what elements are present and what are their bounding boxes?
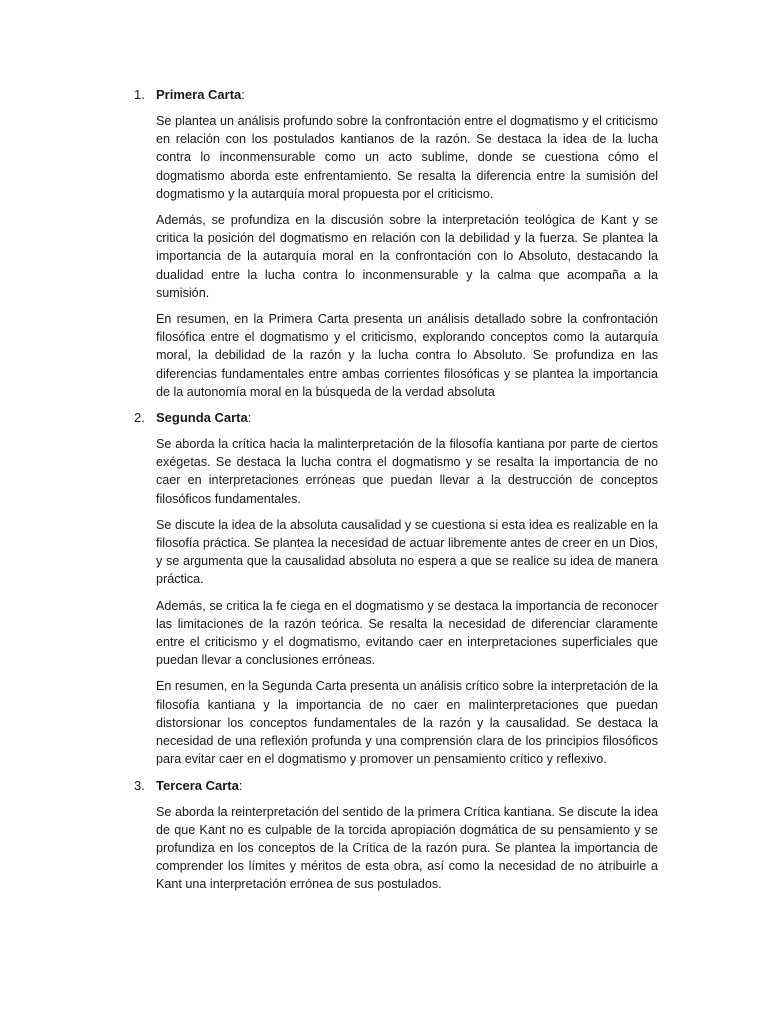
section-colon: : (238, 777, 243, 793)
section-number: 1. (134, 87, 145, 102)
section-heading (156, 409, 658, 427)
paragraph: Se plantea un análisis profundo sobre la confrontación entre el dogmatismo y el criticismo en relación con los postulados kantianos de la razón. Se destaca la idea de la lucha contra lo inconmensurable como un acto sublime, donde se cuestiona cómo el dogmatismo aborda este enfrentamiento. Se resalta la diferencia entre la sumisión del dogmatismo y la autarquía moral propuesta por el criticismo. (156, 114, 658, 201)
section-segunda-carta (134, 409, 658, 768)
section-colon: : (247, 410, 252, 426)
section-number: 2. (134, 410, 145, 426)
section-title: Tercera Carta (156, 777, 239, 793)
section-colon: : (241, 87, 245, 102)
section-heading (156, 777, 658, 795)
paragraph: Se discute la idea de la absoluta causalidad y se cuestiona si esta idea es realizable en la filosofía práctica. Se plantea la necesidad de actuar libremente antes de creer en un Dios, y se argumenta que la causalidad absoluta no espera a que se realice su idea de manera práctica. (156, 517, 658, 587)
section-tercera-carta (134, 777, 658, 894)
paragraph: En resumen, en la Primera Carta presenta un análisis detallado sobre la confrontación filosófica entre el dogmatismo y el criticismo, explorando conceptos como la autarquía moral, la debilidad de la razón y la lucha contra lo Absoluto. Se profundiza en las diferencias fundamentales entre ambas corrientes filosóficas y se plantea la importancia de la autonomía moral en la búsqueda de la verdad absoluta (156, 312, 658, 399)
section-number: 3. (134, 777, 145, 793)
paragraph: Se aborda la crítica hacia la malinterpretación de la filosofía kantiana por parte de ciertos exégetas. Se destaca la lucha contra el dogmatismo y se resalta la importancia de no caer en interpretaciones erróneas que puedan llevar a la destrucción de conceptos filosóficos fundamentales. (156, 437, 658, 506)
paragraph: Además, se profundiza en la discusión sobre la interpretación teológica de Kant y se critica la posición del dogmatismo en relación con la debilidad y la fuerza. Se plantea la importancia de la autarquía moral en la confrontación con lo Absoluto, destacando la dualidad entre la lucha contra lo inconmensurable y la calma que acompaña a la sumisión. (156, 213, 658, 300)
section-heading (156, 86, 658, 104)
section-title: Segunda Carta (156, 410, 248, 426)
paragraph: En resumen, en la Segunda Carta presenta un análisis crítico sobre la interpretación de la filosofía kantiana y la importancia de no caer en malinterpretaciones que puedan distorsionar los conceptos fundamentales de la razón y la causalidad. Se destaca la necesidad de una reflexión profunda y una comprensión clara de los principios filosóficos para evitar caer en el dogmatismo y promover un pensamiento crítico y reflexivo. (156, 679, 658, 767)
section-primera-carta (134, 86, 658, 401)
section-title: Primera Carta (156, 87, 242, 102)
paragraph: Se aborda la reinterpretación del sentido de la primera Crítica kantiana. Se discute la idea de que Kant no es culpable de la torcida apropiación dogmática de su pensamiento y se profundiza en los conceptos de la Crítica de la razón pura. Se plantea la importancia de comprender los límites y méritos de esta obra, así como la necesidad de no atribuirle a Kant una interpretación errónea de sus postulados. (156, 804, 658, 892)
paragraph: Además, se critica la fe ciega en el dogmatismo y se destaca la importancia de reconocer las limitaciones de la razón teórica. Se resalta la necesidad de diferenciar claramente entre el criticismo y el dogmatismo, evitando caer en interpretaciones superficiales que puedan llevar a conclusiones erróneas. (156, 598, 658, 668)
